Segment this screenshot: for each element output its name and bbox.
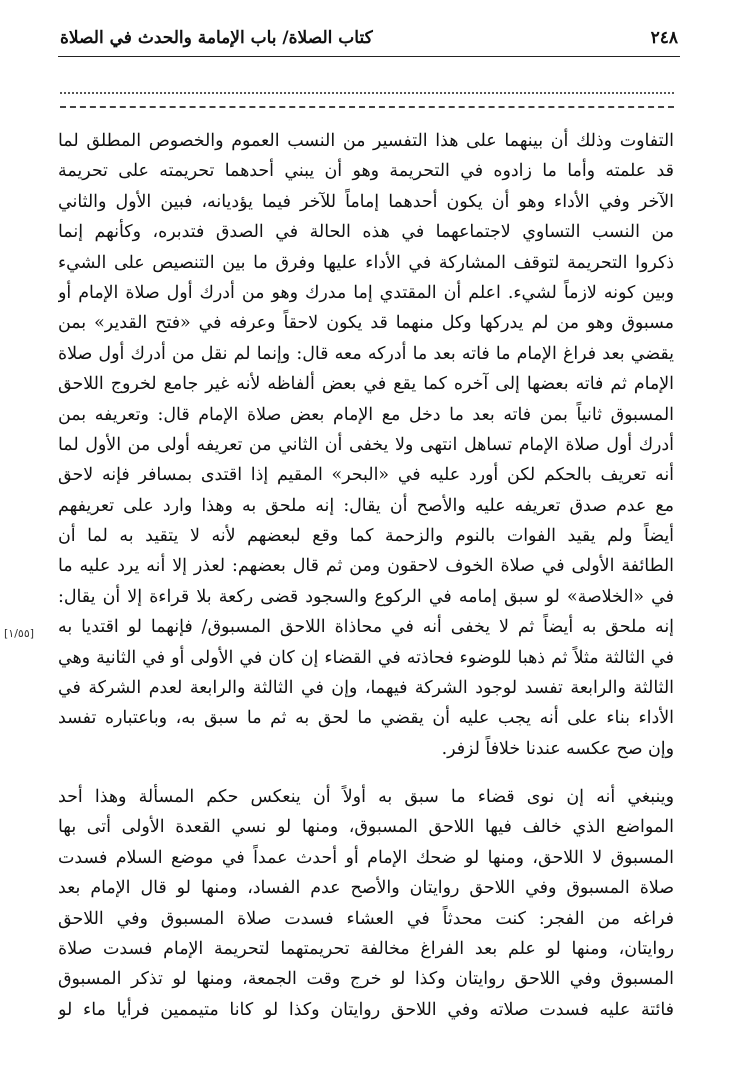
paragraph-two xyxy=(58,782,674,1025)
text-line: وإن صح عكسه عندنا خلافاً لزفر. xyxy=(441,738,674,759)
text-line: المسبوق ثانياً بمن فاته بعد ما دخل مع الإمام بعض صلاة الإمام قال: وتعريفه بمن xyxy=(58,404,674,425)
text-line: صلاة المسبوق وفي اللاحق روايتان والأصح عدم الفساد، ومنها لو قال الإمام بعد xyxy=(58,878,674,899)
text-line: أدرك أول صلاة الإمام تساهل انتهى ولا يخفى أن الثاني من تعريفه أولى من الأول لما xyxy=(58,434,674,455)
text-line: المسبوق لا اللاحق، ومنها لو ضحك الإمام أو أحدث عمداً في موضع السلام فسدت xyxy=(58,847,674,868)
text-line: قد علمته وأما ما زادوه في التحريمة وهو أن يبني أحدهما تحريمته على تحريمة xyxy=(58,161,674,182)
text-line: وبين كونه لازماً لشيء. اعلم أن المقتدي إما مدرك وهو من أدرك أول صلاة الإمام أو xyxy=(58,282,674,303)
text-line: روايتان، ومنها لو علم بعد الفراغ مخالفة تحريمتهما لتحريمة الإمام فسدت صلاة xyxy=(58,938,674,959)
running-title: كتاب الصلاة/ باب الإمامة والحدث في الصلاة xyxy=(60,28,373,48)
text-line: فائتة عليه فسدت صلاته وفي اللاحق روايتان وكذا لو كانا متيممين فرأيا ماء لو xyxy=(58,999,674,1020)
text-line: وينبغي أنه إن نوى قضاء ما سبق به أولاً أن ينعكس حكم المسألة وهذا أحد xyxy=(58,787,674,807)
page-header xyxy=(58,26,680,57)
text-line: في الثالثة مثلاً ثم ذهبا للوضوء فحاذته في القضاء إن كان في الأولى أو في الثانية وهي xyxy=(58,647,674,668)
text-line: فراغه من الفجر: كنت محدثاً في العشاء فسدت صلاة المسبوق وفي اللاحق xyxy=(58,908,674,929)
text-line: يقضي بعد فراغ الإمام ما فاته بعد ما أدركه معه قال: وإنما لم نقل من أدرك أول صلاة xyxy=(58,343,674,364)
text-line: ذكروا التحريمة لتوقف المشاركة في الأداء عليها وفرق ما بين التنصيص على الشيء xyxy=(58,252,674,273)
text-line: الطائفة الأولى في صلاة الخوف لاحقون ومن ثم قال بعضهم: لعذر إلا أنه يرد عليه ما xyxy=(58,556,674,577)
text-line: أيضاً ولم يقيد الفوات بالنوم والزحمة كما وقع لبعضهم لأنه لا يتقيد به لما أن xyxy=(58,526,674,547)
text-line: الثالثة والرابعة تفسد لوجود الشركة فيهما، وإن في الثالثة والرابعة لعدم الشركة في xyxy=(58,678,674,699)
text-line: من النسب التساوي لاجتماعهما في هذه الحالة في الصدق فتدبره، وكأنهم إنما xyxy=(58,222,674,243)
margin-page-reference: [١/٥٥] xyxy=(4,627,35,640)
text-line: المسبوق وفي اللاحق روايتان وكذا لو خرج وقت الجمعة، ومنها لو تذكر المسبوق xyxy=(58,969,674,990)
text-line: الأداء بناء على أنه يجب عليه أن يقضي ما لحق به ثم ما سبق به، وباعتباره تفسد xyxy=(58,708,674,729)
text-line: إنه ملحق به أيضاً ثم لا يخفى أنه في محاذاة اللاحق المسبوق/ فإنهما لو اقتديا به xyxy=(58,617,674,638)
dotted-separator xyxy=(60,92,674,94)
dashed-separator xyxy=(60,106,674,108)
paragraph-one xyxy=(58,126,674,764)
text-line: الإمام ثم فاته بعضها إلى آخره كما يقع في بعض ألفاظه لأنه غير جامع لخروج اللاحق xyxy=(58,374,674,395)
text-line: في «الخلاصة» لو سبق إمامه في الركوع والسجود قضى ركعة بلا قراءة إلا أن يقال: xyxy=(58,586,674,607)
text-line: مسبوق وهو من لم يدركها وكل منهما قد يكون لاحقاً وعرفه في «فتح القدير» بمن xyxy=(58,313,674,334)
text-line: التفاوت وذلك أن بينهما على هذا التفسير من النسب العموم والخصوص المطلق لما xyxy=(58,131,674,151)
page-number: ٢٤٨ xyxy=(650,28,678,48)
text-line: أنه تعريف بالحكم لكن أورد عليه في «البحر» المقيم إذا اقتدى بمسافر فإنه لاحق xyxy=(58,465,674,486)
text-line: الآخر وفي الأداء وهو أن يكون أحدهما إماماً للآخر فيما يؤديانه، فبين الأول والثاني xyxy=(58,191,674,212)
text-line: مع عدم صدق تعريفه عليه والأصح أن يقال: إنه ملحق به وهذا وارد على تعريفهم xyxy=(58,495,674,516)
text-line: المواضع الذي خالف فيها اللاحق المسبوق، ومنها لو نسي القعدة الأولى أتى بها xyxy=(58,817,674,838)
